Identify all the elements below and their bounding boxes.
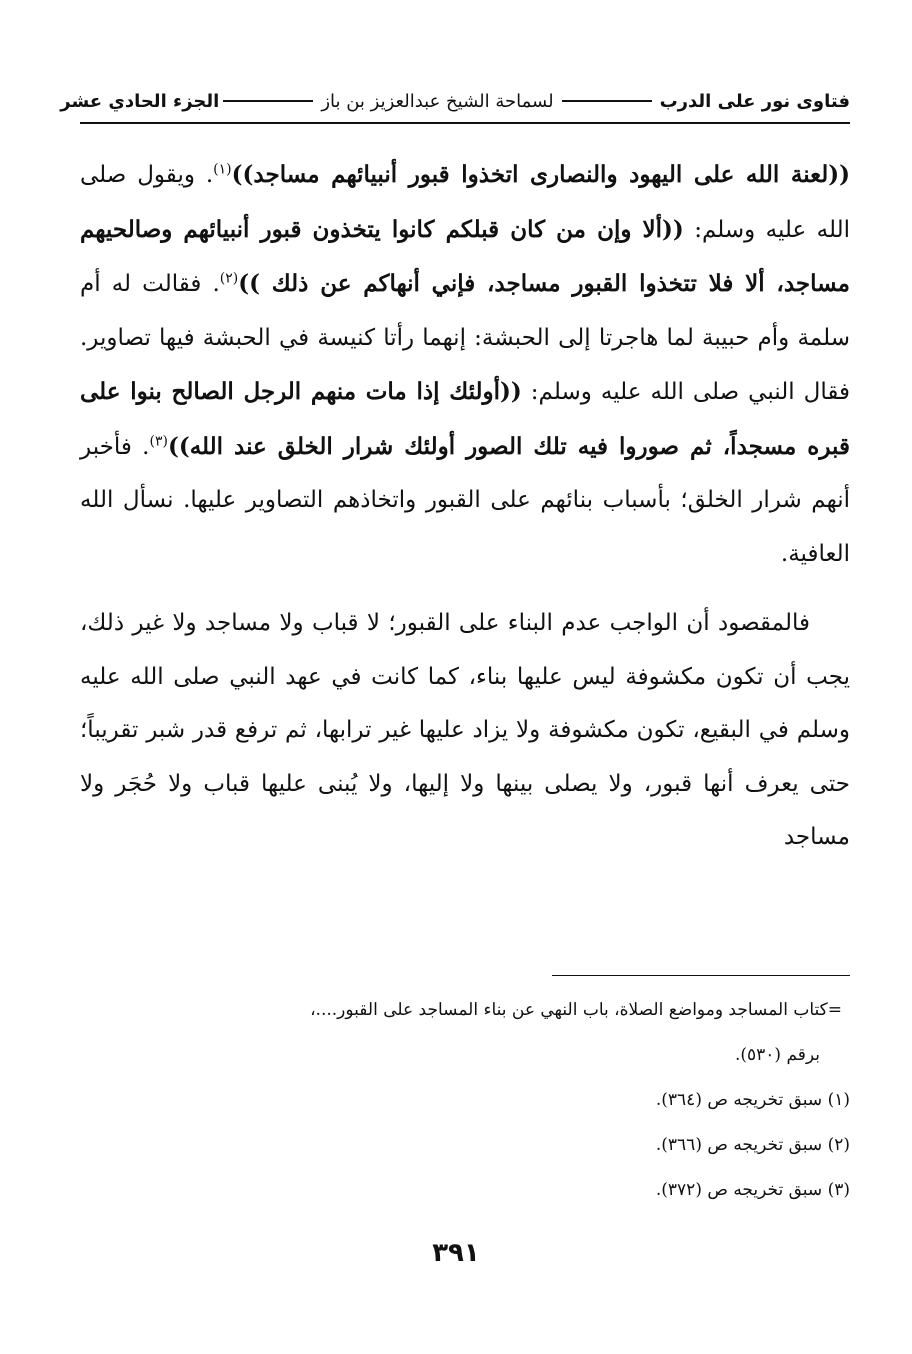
footnote-continuation: برقم (٥٣٠). <box>734 1045 820 1065</box>
running-header <box>60 84 850 118</box>
footnote-marker-3: (٣) <box>149 432 168 449</box>
footnote-2: (٢) سبق تخريجه ص (٣٦٦). <box>655 1135 850 1155</box>
footnote-1: (١) سبق تخريجه ص (٣٦٤). <box>655 1090 850 1110</box>
main-text <box>80 148 850 865</box>
page-number: ٣٩١ <box>432 1238 480 1268</box>
footnote-3: (٣) سبق تخريجه ص (٣٧٢). <box>655 1180 850 1200</box>
footnotes <box>80 988 850 1213</box>
hadith-quote-1: ((لعنة الله على اليهود والنصارى اتخذوا قبور أنبيائهم مساجد)) <box>231 161 850 188</box>
header-book-title: فتاوى نور على الدرب <box>659 90 850 112</box>
header-dash <box>223 100 313 102</box>
header-dash <box>562 100 652 102</box>
header-volume: الجزء الحادي عشر <box>60 90 220 112</box>
footnote-continuation: =كتاب المساجد ومواضع الصلاة، باب النهي عن بناء المساجد على القبور....، <box>310 1000 842 1020</box>
hadith-quote-2: ((ألا وإن من كان قبلكم كانوا يتخذون قبور أنبيائهم وصالحيهم مساجد، ألا فلا تتخذوا القبور مساجد، فإني أنهاكم عن ذلك )) <box>80 215 850 297</box>
footnote-marker-1: (١) <box>213 161 232 178</box>
narrative-text-2: . فقالت له أم سلمة وأم حبيبة لما هاجرتا إلى الحبشة: إنهما رأتا كنيسة في الحبشة فيها تصاوير. فقال النبي صلى الله عليه وسلم: <box>80 271 850 405</box>
narrative-text-1: . ويقول صلى الله عليه وسلم: <box>80 162 850 243</box>
paragraph-2: فالمقصود أن الواجب عدم البناء على القبور؛ لا قباب ولا مساجد ولا غير ذلك، يجب أن تكون مكشوفة ليس عليها بناء، كما كانت في عهد النبي صلى الله عليه وسلم في البقيع، تكون مكشوفة ولا يزاد عليها غير ترابها، ثم ترفع قدر شبر تقريباً؛ حتى يعرف أنها قبور، ولا يصلى بينها ولا إليها، ولا يُبنى عليها قباب ولا حُجَر ولا مساجد <box>80 610 850 850</box>
paragraph-1 <box>80 148 850 581</box>
hadith-quote-3: ((أولئك إذا مات منهم الرجل الصالح بنوا على قبره مسجداً، ثم صوروا فيه تلك الصور أولئك شرار الخلق عند الله)) <box>80 378 850 460</box>
header-left-group <box>219 91 850 112</box>
footnote-separator <box>552 975 850 976</box>
header-author: لسماحة الشيخ عبدالعزيز بن باز <box>321 90 554 112</box>
footnote-marker-2: (٢) <box>219 270 239 287</box>
narrative-text-3: . فأخبر أنهم شرار الخلق؛ بأسباب بنائهم على القبور واتخاذهم التصاوير عليها. نسأل الله العافية. <box>80 433 850 567</box>
header-rule <box>80 122 850 124</box>
